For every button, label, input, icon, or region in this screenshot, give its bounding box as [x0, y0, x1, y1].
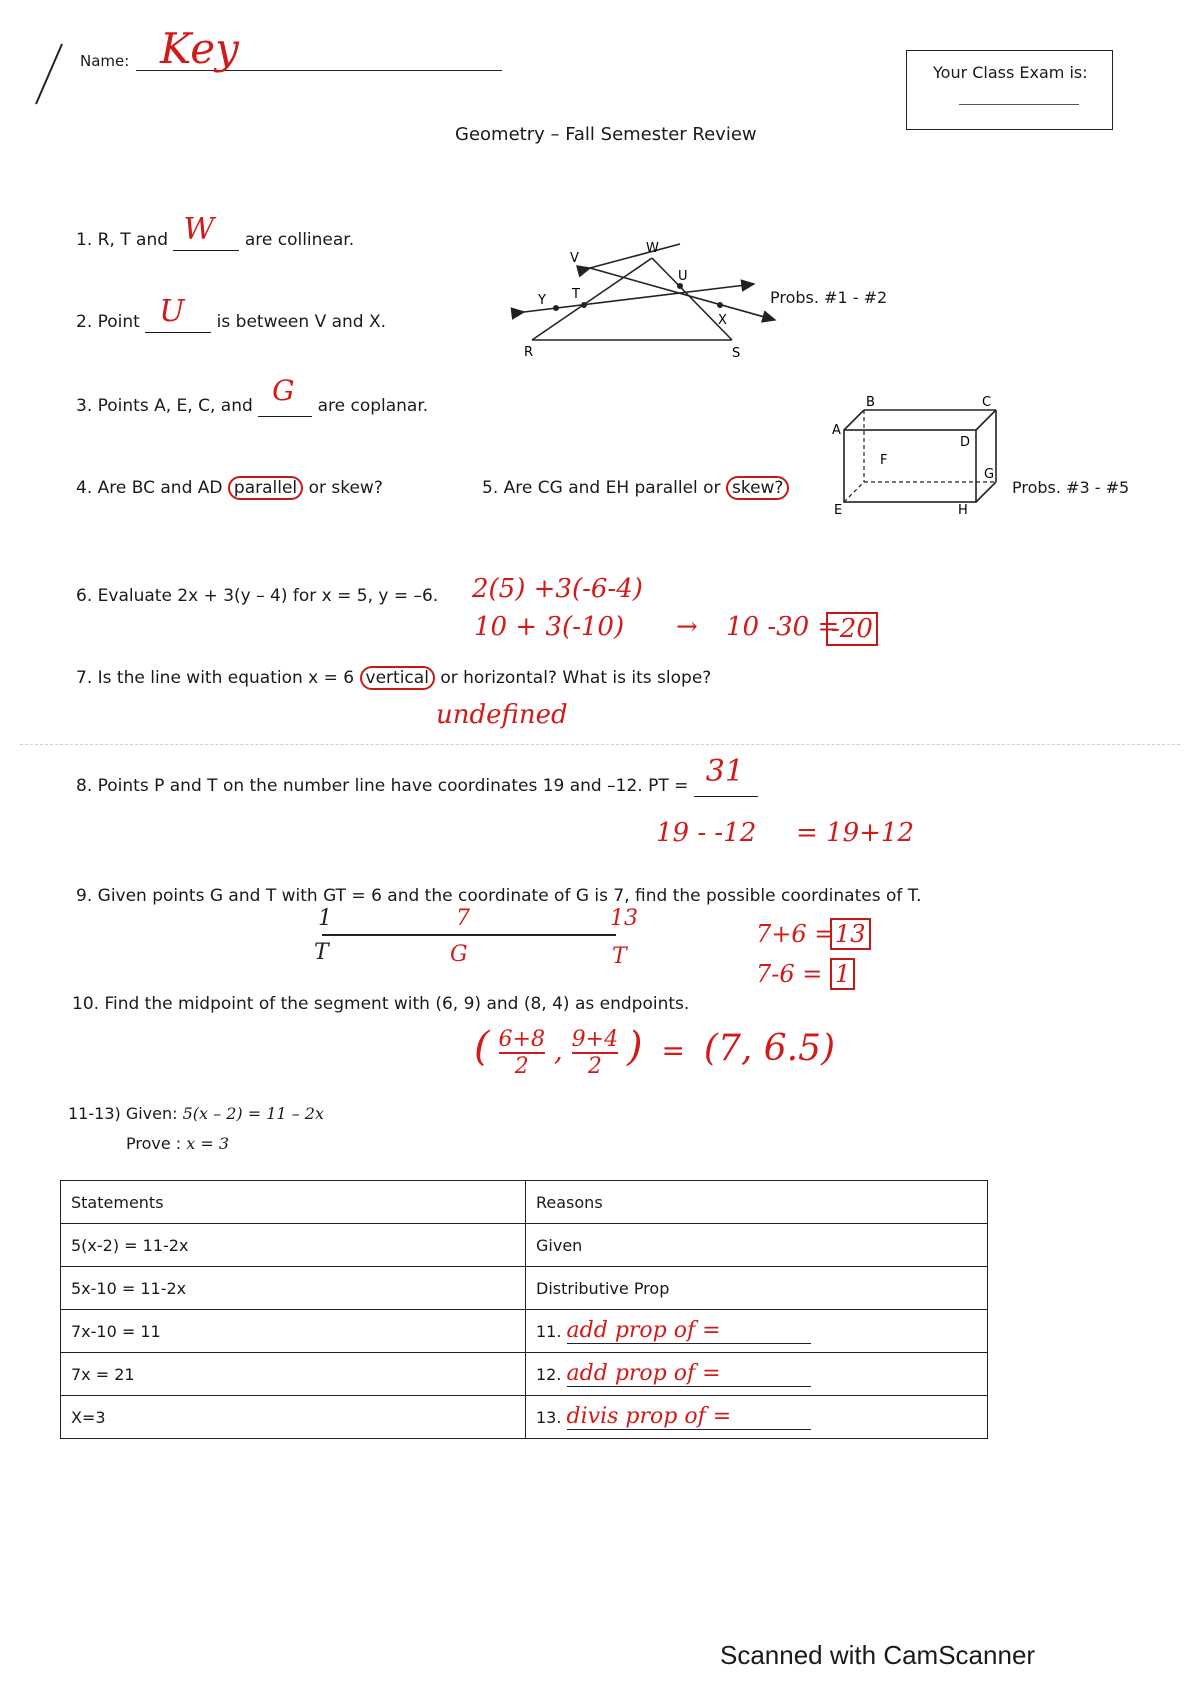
q1-text: [76, 212, 355, 251]
class-exam-line: [959, 104, 1079, 105]
q7-answer: undefined: [436, 700, 568, 730]
class-exam-label: Your Class Exam is:: [933, 63, 1088, 82]
q7-post: or horizontal? What is its slope?: [440, 668, 712, 688]
q11-given-expr: 5(x – 2) = 11 – 2x: [182, 1104, 324, 1123]
q6-work-line2: 10 + 3(-10): [474, 612, 625, 642]
q8-answer-blank: [694, 754, 758, 797]
fig2-caption: Probs. #3 - #5: [1012, 478, 1130, 497]
q9-number-line: [322, 934, 616, 936]
proof-table: [60, 1180, 988, 1439]
q2-number: 2.: [76, 312, 93, 332]
label-e: E: [834, 503, 843, 516]
q6-question: Evaluate 2x + 3(y – 4) for x = 5, y = –6.: [97, 586, 439, 606]
q2-post: is between V and X.: [216, 312, 387, 332]
label-v: V: [570, 251, 579, 266]
proof-reason: divis prop of =: [567, 1404, 811, 1430]
proof-header-row: [61, 1181, 988, 1224]
q10-open-paren: (: [474, 1024, 490, 1070]
q10-answer: (7, 6.5): [703, 1028, 836, 1069]
q3-post: are coplanar.: [317, 396, 429, 416]
proof-reason-number: 13.: [536, 1408, 562, 1427]
q10-equals: =: [661, 1034, 685, 1067]
q9-text: [76, 886, 922, 906]
proof-header-reasons: Reasons: [526, 1181, 988, 1224]
line-vu: [590, 244, 680, 268]
q8-text: [76, 754, 758, 797]
proof-statement: 5x-10 = 11-2x: [61, 1267, 526, 1310]
proof-reason: add prop of =: [567, 1318, 811, 1344]
q10-frac1: [499, 1027, 545, 1079]
label-d: D: [960, 435, 971, 450]
proof-row: [61, 1396, 988, 1439]
point-y: [553, 305, 559, 311]
q10-number: 10.: [72, 994, 100, 1014]
q5-text: [482, 478, 789, 498]
page-title: Geometry – Fall Semester Review: [455, 124, 757, 145]
q2-text: [76, 294, 387, 333]
q10-frac2: [572, 1027, 618, 1079]
q4-pre: Are BC and AD: [97, 478, 223, 498]
q11-prove: [126, 1134, 229, 1153]
label-r: R: [524, 345, 534, 360]
q4-circled-answer: parallel: [228, 476, 303, 500]
q8-question: Points P and T on the number line have coordinates 19 and –12. PT =: [97, 776, 689, 796]
q9-question: Given points G and T with GT = 6 and the coordinate of G is 7, find the possible coordinates of T.: [97, 886, 922, 906]
q3-pre: Points A, E, C, and: [97, 396, 253, 416]
q3-answer-blank: [258, 374, 312, 417]
q7-text: [76, 668, 711, 688]
proof-reason-number: 11.: [536, 1322, 562, 1341]
q9-point-t-right: T: [612, 944, 627, 969]
q1-number: 1.: [76, 230, 93, 250]
camscanner-watermark: Scanned with CamScanner: [720, 1640, 1036, 1670]
q2-answer-blank: [145, 294, 211, 333]
q10-text: [72, 994, 689, 1014]
q6-answer: -20: [826, 612, 878, 646]
q9-point-t-left: T: [314, 940, 329, 965]
point-t: [581, 302, 587, 308]
q7-number: 7.: [76, 668, 93, 688]
q11-given: [68, 1104, 324, 1123]
box-edge-gh: [976, 482, 996, 502]
q4-text: [76, 478, 383, 498]
q10-frac1-num: 6+8: [498, 1026, 545, 1052]
label-c: C: [982, 395, 992, 410]
q8-work: 19 - -12: [656, 818, 757, 848]
q6-work-line3: 10 -30 =: [726, 612, 840, 642]
q11-prove-expr: x = 3: [186, 1134, 230, 1153]
q8-answer: 31: [705, 754, 744, 789]
q6-work-arrow: →: [676, 612, 698, 642]
q10-work: [474, 1024, 835, 1079]
q9-point-g: G: [450, 942, 468, 967]
proof-row: [61, 1310, 988, 1353]
q9-answer1: 13: [830, 918, 871, 950]
proof-reason: add prop of =: [567, 1361, 811, 1387]
q3-number: 3.: [76, 396, 93, 416]
q1-answer: W: [183, 212, 215, 247]
q5-number: 5.: [482, 478, 499, 498]
proof-statement: 7x = 21: [61, 1353, 526, 1396]
class-exam-box: [906, 50, 1113, 130]
box-edge-ab: [844, 410, 864, 430]
q1-answer-blank: [173, 212, 239, 251]
proof-statement: 5(x-2) = 11-2x: [61, 1224, 526, 1267]
label-f: F: [880, 453, 888, 468]
point-x: [717, 302, 723, 308]
label-g: G: [984, 467, 995, 482]
q9-number: 9.: [76, 886, 93, 906]
q11-given-label: 11-13) Given:: [68, 1104, 178, 1123]
label-y: Y: [538, 293, 546, 308]
q9-line-label-1: 1: [318, 906, 332, 931]
label-b: B: [866, 395, 875, 410]
proof-row: [61, 1224, 988, 1267]
q1-post: are collinear.: [244, 230, 355, 250]
label-t: T: [572, 287, 580, 302]
q10-question: Find the midpoint of the segment with (6, 9) and (8, 4) as endpoints.: [104, 994, 690, 1014]
q6-number: 6.: [76, 586, 93, 606]
proof-row: [61, 1353, 988, 1396]
q7-pre: Is the line with equation x = 6: [97, 668, 355, 688]
proof-reason: Distributive Prop: [526, 1267, 988, 1310]
proof-row: [61, 1267, 988, 1310]
q9-work2: 7-6 =: [756, 960, 823, 988]
q10-frac2-num: 9+4: [571, 1026, 619, 1052]
q1-pre: R, T and: [97, 230, 169, 250]
q9-answer2: 1: [830, 958, 855, 990]
q10-close-paren: ): [627, 1024, 643, 1070]
q6-work-line1: 2(5) +3(-6-4): [472, 574, 643, 604]
section-divider: [20, 744, 1180, 745]
q5-circled-answer: skew?: [726, 476, 789, 500]
fig1-caption: Probs. #1 - #2: [770, 288, 888, 307]
proof-reason-cell: [526, 1396, 988, 1439]
q9-line-label-13: 13: [610, 906, 638, 931]
lines-diagram: [510, 236, 800, 366]
q4-number: 4.: [76, 478, 93, 498]
name-value: Key: [160, 24, 239, 73]
q10-frac1-den: 2: [514, 1053, 529, 1079]
q7-circled-answer: vertical: [360, 666, 435, 690]
proof-statement: 7x-10 = 11: [61, 1310, 526, 1353]
q4-post: or skew?: [308, 478, 383, 498]
proof-reason-number: 12.: [536, 1365, 562, 1384]
q3-answer: G: [272, 374, 295, 407]
q8-number: 8.: [76, 776, 93, 796]
margin-slash-mark: [28, 40, 68, 110]
q2-answer: U: [159, 294, 185, 329]
label-x: X: [718, 313, 727, 328]
box-diagram: [828, 394, 1008, 516]
label-a: A: [832, 423, 841, 438]
q6-text: [76, 586, 438, 606]
q8-work2: = 19+12: [796, 818, 915, 848]
q10-frac2-den: 2: [587, 1053, 602, 1079]
q3-text: [76, 374, 429, 417]
q2-pre: Point: [97, 312, 140, 332]
q9-line-label-7: 7: [456, 906, 470, 931]
proof-reason-cell: [526, 1353, 988, 1396]
q10-comma: ,: [553, 1034, 563, 1067]
q5-pre: Are CG and EH parallel or: [503, 478, 721, 498]
proof-reason-cell: [526, 1310, 988, 1353]
q9-work1: 7+6 =: [756, 920, 835, 948]
proof-statement: X=3: [61, 1396, 526, 1439]
proof-reason: Given: [526, 1224, 988, 1267]
label-w: W: [646, 241, 659, 256]
label-s: S: [732, 346, 741, 361]
box-hidden-3: [844, 482, 864, 502]
q11-prove-label: Prove :: [126, 1134, 182, 1153]
label-h: H: [958, 503, 968, 516]
box-edge-cd: [976, 410, 996, 430]
label-u: U: [678, 269, 688, 284]
name-label: Name:: [80, 52, 130, 70]
proof-header-statements: Statements: [61, 1181, 526, 1224]
